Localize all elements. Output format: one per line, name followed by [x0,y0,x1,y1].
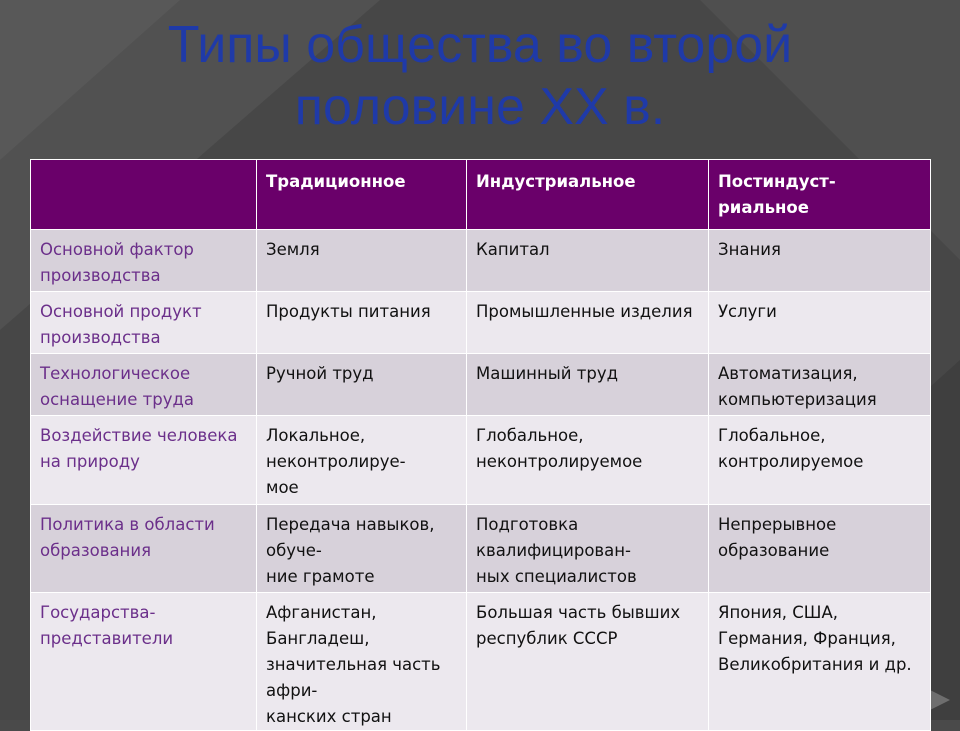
header-cell-postindustrial: Постиндуст- риальное [709,160,931,230]
row-label: Технологическое оснащение труда [31,354,257,416]
table-row [31,292,931,354]
table-header-row [31,160,931,230]
table-cell: Глобальное, контролируемое [709,416,931,505]
page-title [0,14,960,138]
table-row [31,354,931,416]
table-row [31,505,931,593]
header-cell-empty [31,160,257,230]
table-cell: Глобальное, неконтролируемое [467,416,709,505]
table-row [31,593,931,731]
table-cell: Локальное, неконтролируе- мое [257,416,467,505]
table-cell: Промышленные изделия [467,292,709,354]
table-cell: Передача навыков, обуче- ние грамоте [257,505,467,593]
row-label: Политика в области образования [31,505,257,593]
table-cell: Продукты питания [257,292,467,354]
row-label: Государства-представители [31,593,257,731]
table-cell: Ручной труд [257,354,467,416]
table-cell: Автоматизация, компьютеризация [709,354,931,416]
row-label: Воздействие человека на природу [31,416,257,505]
title-line-1: Типы общества во второй [167,16,793,74]
table-cell: Знания [709,230,931,292]
table-cell: Капитал [467,230,709,292]
society-types-table [30,159,931,731]
table-cell: Афганистан, Бангладеш, значительная часть афри- канских стран [257,593,467,731]
title-line-2: половине XX в. [294,78,666,136]
table-cell: Машинный труд [467,354,709,416]
table-row [31,230,931,292]
table-cell: Непрерывное образование [709,505,931,593]
table-cell: Услуги [709,292,931,354]
table-cell: Земля [257,230,467,292]
row-label: Основной продукт производства [31,292,257,354]
header-cell-industrial: Индустриальное [467,160,709,230]
table-row [31,416,931,505]
table-cell: Подготовка квалифицирован- ных специалистов [467,505,709,593]
table-cell: Большая часть бывших республик СССР [467,593,709,731]
row-label: Основной фактор производства [31,230,257,292]
table-cell: Япония, США, Германия, Франция, Великобритания и др. [709,593,931,731]
header-cell-traditional: Традиционное [257,160,467,230]
